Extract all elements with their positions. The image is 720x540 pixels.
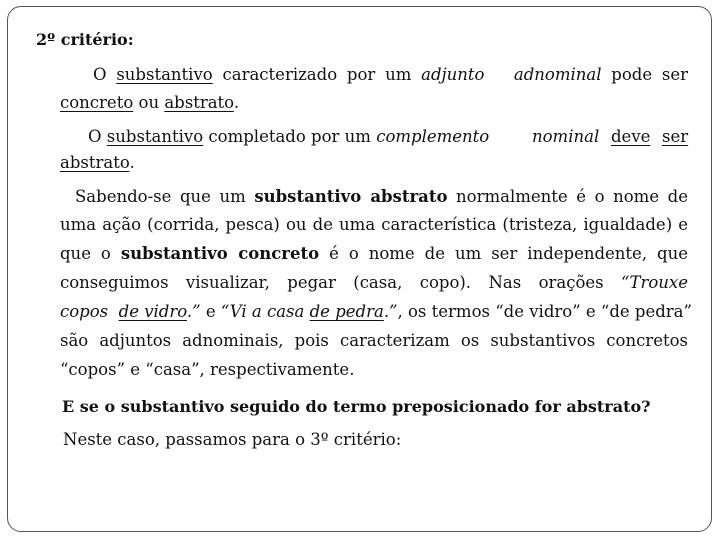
p2-mid: completado por um	[203, 127, 377, 146]
p3-trouxe: “Trouxe	[621, 273, 688, 292]
paragraph-3-line-7: “copos” e “casa”, respectivamente.	[60, 360, 355, 379]
p3-substantivo-abstrato: substantivo abstrato	[254, 187, 448, 206]
p2-deve: deve	[611, 127, 651, 146]
p3-close-quote-1: .”	[186, 302, 201, 321]
p3-de-vidro: de vidro	[118, 302, 187, 321]
p2-complemento: complemento	[376, 127, 490, 146]
p1-concreto: concreto	[60, 93, 134, 112]
p1-adjunto: adjunto	[421, 65, 485, 84]
p1-ou: ou	[133, 93, 165, 112]
paragraph-1-line-2	[60, 93, 239, 113]
p1-abstrato: abstrato	[164, 93, 234, 112]
p3-l3-pre: que o	[60, 244, 121, 263]
paragraph-3-line-4	[60, 273, 688, 293]
p1-pre: O	[93, 65, 117, 84]
paragraph-1-line-1	[93, 65, 688, 85]
p3-l3-post: é o nome de um ser independente, que	[319, 244, 688, 263]
p1-tail: pode ser	[601, 65, 688, 84]
paragraph-3-line-5	[60, 302, 692, 322]
p3-l5-post: , os termos “de vidro” e “de pedra”	[397, 302, 692, 321]
p3-substantivo-concreto: substantivo concreto	[120, 244, 320, 263]
p2-ser: ser	[662, 127, 689, 146]
p1-mid: caracterizado por um	[212, 65, 422, 84]
heading: 2º critério:	[36, 30, 134, 49]
p2-abstrato: abstrato	[60, 153, 130, 172]
p1-adnominal: adnominal	[513, 65, 602, 84]
p3-copos: copos	[60, 302, 114, 321]
paragraph-3-line-2: uma ação (corrida, pesca) ou de uma característica (tristeza, igualdade) e	[60, 215, 688, 234]
p2-end: .	[129, 153, 135, 172]
paragraph-2-line-2	[60, 153, 135, 173]
p2-pre: O	[88, 127, 107, 146]
p3-close-quote-2: .”	[383, 302, 398, 321]
paragraph-2-line-1	[88, 127, 688, 147]
paragraph-3-line-3	[60, 244, 688, 264]
p3-l1-pre: Sabendo-se que um	[75, 187, 255, 206]
p3-l1-post: normalmente é o nome de	[447, 187, 688, 206]
p3-l4: conseguimos visualizar, pegar (casa, copo). Nas orações	[60, 273, 622, 292]
paragraph-3-line-6: são adjuntos adnominais, pois caracterizam os substantivos concretos	[60, 331, 688, 350]
p1-end: .	[233, 93, 240, 112]
p3-e: e	[200, 302, 221, 321]
p3-vi-a-casa: “Vi a casa	[220, 302, 310, 321]
p1-noun: substantivo	[116, 65, 213, 84]
p2-nominal: nominal	[532, 127, 600, 146]
p3-de-pedra: de pedra	[309, 302, 384, 321]
question: E se o substantivo seguido do termo preposicionado for abstrato?	[62, 397, 651, 416]
p2-noun: substantivo	[106, 127, 204, 146]
paragraph-3-line-1	[75, 187, 688, 207]
next-criterion: Neste caso, passamos para o 3º critério:	[63, 430, 402, 449]
